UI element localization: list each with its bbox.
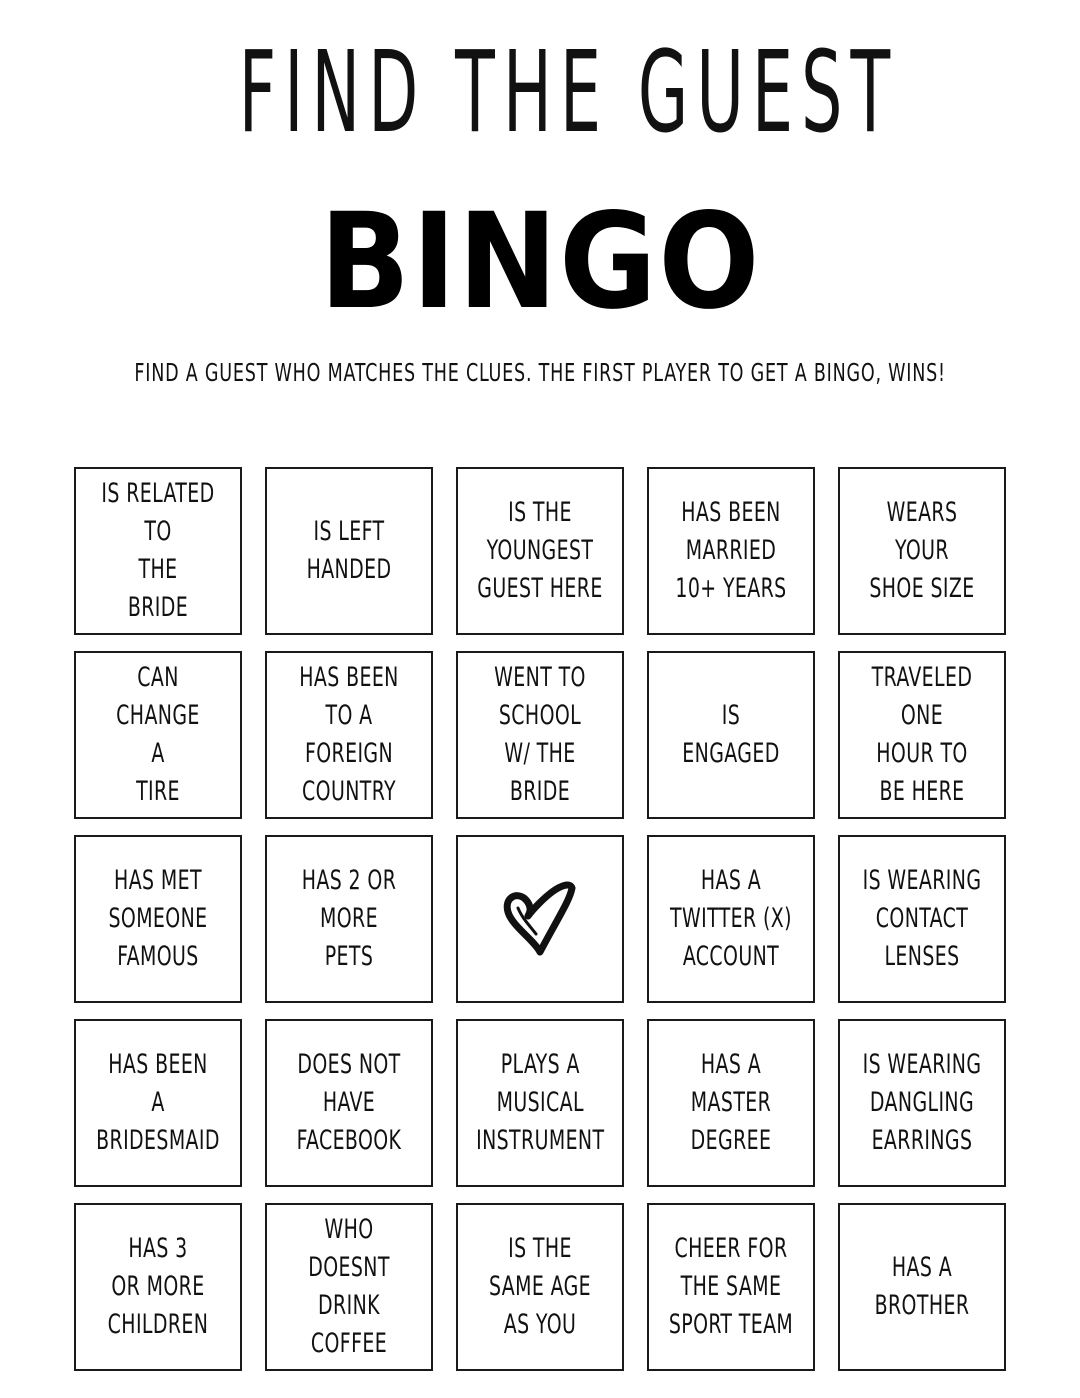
bingo-square-label: WHO DOESNT DRINK COFFEE xyxy=(308,1214,390,1359)
bingo-square[interactable] xyxy=(647,835,815,1003)
bingo-square[interactable] xyxy=(265,1019,433,1187)
bingo-square[interactable] xyxy=(647,1019,815,1187)
bingo-square-label: HAS 3 OR MORE CHILDREN xyxy=(107,1233,209,1340)
bingo-square[interactable] xyxy=(647,1203,815,1371)
bingo-square-label: HAS 2 OR MORE PETS xyxy=(301,865,397,972)
bingo-square-label: HAS BEEN TO A FOREIGN COUNTRY xyxy=(299,662,399,807)
instructions xyxy=(0,356,1080,390)
bingo-square-label: IS LEFT HANDED xyxy=(306,516,392,585)
bingo-square-label: IS ENGAGED xyxy=(682,700,780,769)
bingo-square[interactable] xyxy=(456,467,624,635)
bingo-square[interactable] xyxy=(647,467,815,635)
bingo-square[interactable] xyxy=(456,1203,624,1371)
bingo-square[interactable] xyxy=(838,835,1006,1003)
heart-icon xyxy=(500,874,580,964)
bingo-square-label: HAS A MASTER DEGREE xyxy=(690,1049,772,1156)
bingo-square-label: HAS MET SOMEONE FAMOUS xyxy=(108,865,208,972)
bingo-square[interactable] xyxy=(74,835,242,1003)
bingo-square-label: IS WEARING CONTACT LENSES xyxy=(862,865,982,972)
bingo-square[interactable] xyxy=(647,651,815,819)
bingo-board xyxy=(74,467,1006,1371)
bingo-square[interactable] xyxy=(838,1203,1006,1371)
page-title xyxy=(0,18,1080,168)
bingo-square[interactable] xyxy=(838,651,1006,819)
bingo-square[interactable] xyxy=(265,651,433,819)
bingo-square-label: HAS BEEN MARRIED 10+ YEARS xyxy=(675,497,787,604)
bingo-square[interactable] xyxy=(838,467,1006,635)
bingo-square[interactable] xyxy=(456,651,624,819)
instructions-text: FIND A GUEST WHO MATCHES THE CLUES. THE FIRST PLAYER TO GET A BINGO, WINS! xyxy=(134,358,946,387)
bingo-square[interactable] xyxy=(265,1203,433,1371)
bingo-square[interactable] xyxy=(265,835,433,1003)
bingo-square[interactable] xyxy=(74,467,242,635)
bingo-square-label: IS WEARING DANGLING EARRINGS xyxy=(862,1049,982,1156)
bingo-square-label: IS THE SAME AGE AS YOU xyxy=(488,1233,592,1340)
bingo-square-label: WENT TO SCHOOL W/ THE BRIDE xyxy=(494,662,586,807)
bingo-square[interactable] xyxy=(838,1019,1006,1187)
bingo-heading-text: BINGO xyxy=(319,185,761,339)
bingo-square-label: IS RELATED TO THE BRIDE xyxy=(101,478,215,623)
bingo-square[interactable] xyxy=(74,1019,242,1187)
bingo-square[interactable] xyxy=(74,1203,242,1371)
bingo-square-label: HAS A BROTHER xyxy=(874,1252,970,1321)
bingo-square-label: DOES NOT HAVE FACEBOOK xyxy=(296,1049,402,1156)
page-title-text: FIND THE GUEST xyxy=(238,28,899,158)
bingo-square-label: IS THE YOUNGEST GUEST HERE xyxy=(477,497,603,604)
bingo-square-label: CAN CHANGE A TIRE xyxy=(116,662,200,807)
bingo-square[interactable] xyxy=(265,467,433,635)
bingo-square-label: HAS A TWITTER (X) ACCOUNT xyxy=(670,865,792,972)
bingo-square[interactable] xyxy=(456,1019,624,1187)
bingo-square[interactable] xyxy=(74,651,242,819)
bingo-square-label: CHEER FOR THE SAME SPORT TEAM xyxy=(668,1233,794,1340)
bingo-heading xyxy=(0,185,1080,339)
free-space-square[interactable] xyxy=(456,835,624,1003)
bingo-square-label: WEARS YOUR SHOE SIZE xyxy=(869,497,975,604)
bingo-square-label: PLAYS A MUSICAL INSTRUMENT xyxy=(475,1049,605,1156)
bingo-square-label: TRAVELED ONE HOUR TO BE HERE xyxy=(871,662,973,807)
bingo-square-label: HAS BEEN A BRIDESMAID xyxy=(96,1049,220,1156)
